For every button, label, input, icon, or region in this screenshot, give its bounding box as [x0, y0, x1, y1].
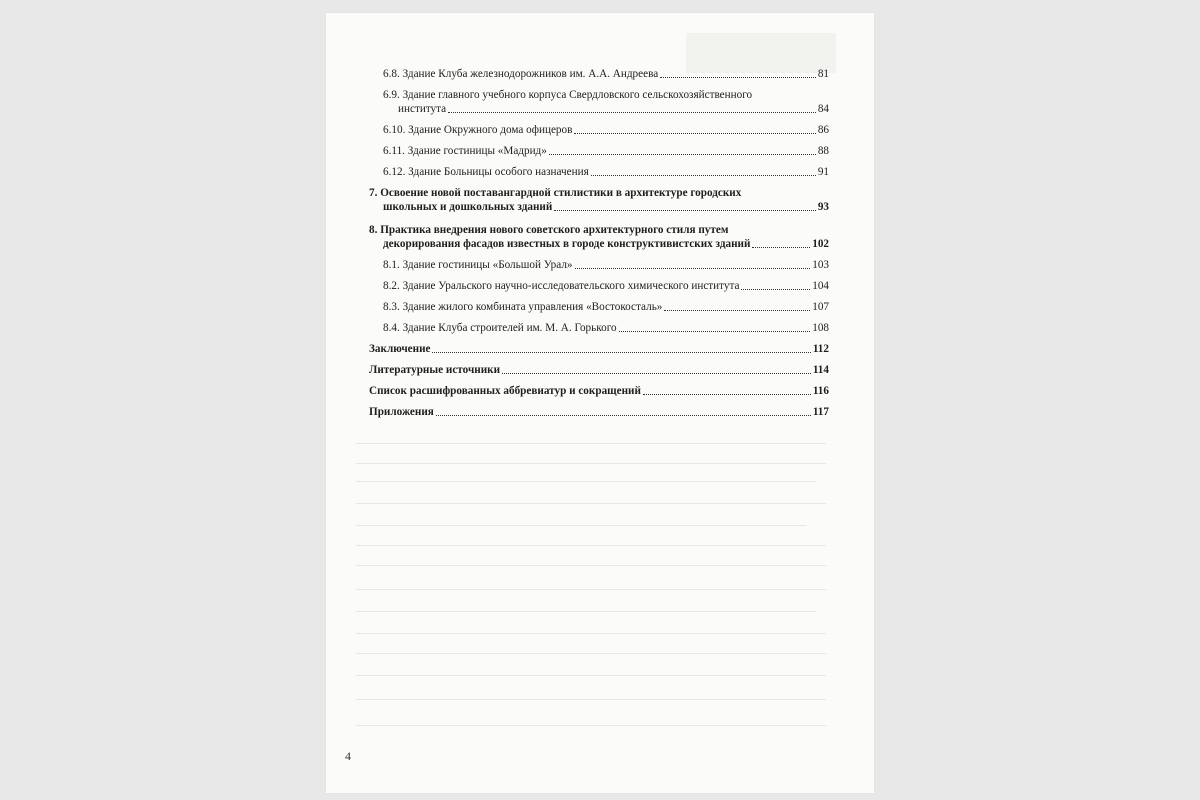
dot-leader: [619, 331, 811, 332]
toc-entry: [383, 165, 829, 179]
toc-entry-page: 116: [812, 385, 829, 397]
toc-entry-page: 86: [817, 124, 829, 136]
toc-entry-page: 108: [812, 322, 829, 334]
toc-entry-page: 112: [812, 343, 829, 355]
toc-entry: [383, 258, 829, 272]
toc-chapter-title-line1: 7. Освоение новой поставангардной стилистики в архитектуре городских: [369, 187, 742, 199]
toc-entry-page: 114: [812, 364, 829, 376]
dot-leader: [502, 373, 811, 374]
dot-leader: [575, 268, 811, 269]
dot-leader: [741, 289, 810, 290]
toc-entry-title: 6.10. Здание Окружного дома офицеров: [383, 124, 573, 136]
toc-entry: [383, 300, 829, 314]
toc-chapter-title-line1: 8. Практика внедрения нового советского архитектурного стиля путем: [369, 224, 729, 236]
toc-entry-page: 81: [817, 68, 829, 80]
toc-entry-page: 102: [812, 238, 829, 250]
toc-entry-title-line1: 6.9. Здание главного учебного корпуса Свердловского сельскохозяйственного: [383, 89, 753, 101]
dot-leader: [591, 175, 816, 176]
toc-entry-page: 107: [812, 301, 829, 313]
toc-entry-page: 84: [817, 103, 829, 115]
toc-entry-title: института: [398, 103, 447, 115]
toc-entry-page: 117: [812, 406, 829, 418]
toc-entry-title: 8.4. Здание Клуба строителей им. М. А. Горького: [383, 322, 617, 334]
toc-entry-title: Заключение: [369, 343, 431, 355]
dot-leader: [664, 310, 810, 311]
dot-leader: [554, 210, 816, 211]
toc-entry-page: 91: [817, 166, 829, 178]
page-number: 4: [345, 749, 351, 763]
toc-entry: [383, 321, 829, 335]
toc-chapter-entry: [383, 237, 829, 251]
dot-leader: [436, 415, 811, 416]
toc-entry-title: 6.12. Здание Больницы особого назначения: [383, 166, 589, 178]
toc-entry-title: 6.8. Здание Клуба железнодорожников им. А.А. Андреева: [383, 68, 659, 80]
toc-entry-page: 93: [817, 201, 829, 213]
toc-entry-title: 6.11. Здание гостиницы «Мадрид»: [383, 145, 547, 157]
toc-entry: [383, 144, 829, 158]
toc-entry-title: 8.3. Здание жилого комбината управления «Востокосталь»: [383, 301, 663, 313]
table-of-contents: [326, 13, 874, 793]
toc-entry-page: 103: [812, 259, 829, 271]
toc-entry: [383, 123, 829, 137]
toc-chapter-entry: [369, 405, 829, 419]
toc-entry-title: декорирования фасадов известных в городе конструктивистских зданий: [383, 238, 751, 250]
toc-entry-title: 8.2. Здание Уральского научно-исследовательского химического института: [383, 280, 740, 292]
toc-entry-title: школьных и дошкольных зданий: [383, 201, 553, 213]
dot-leader: [432, 352, 810, 353]
toc-entry: [398, 102, 829, 116]
toc-chapter-entry: [369, 384, 829, 398]
dot-leader: [574, 133, 815, 134]
toc-entry-title: Литературные источники: [369, 364, 501, 376]
toc-entry: [383, 67, 829, 81]
dot-leader: [549, 154, 816, 155]
dot-leader: [643, 394, 811, 395]
document-page: [326, 13, 874, 793]
toc-entry-title: Список расшифрованных аббревиатур и сокращений: [369, 385, 641, 397]
toc-chapter-entry: [383, 200, 829, 214]
toc-entry-page: 88: [817, 145, 829, 157]
dot-leader: [448, 112, 816, 113]
toc-entry: [383, 279, 829, 293]
dot-leader: [660, 77, 816, 78]
toc-entry-title: Приложения: [369, 406, 434, 418]
toc-chapter-entry: [369, 342, 829, 356]
toc-entry-title: 8.1. Здание гостиницы «Большой Урал»: [383, 259, 573, 271]
toc-chapter-entry: [369, 363, 829, 377]
toc-entry-page: 104: [812, 280, 829, 292]
dot-leader: [752, 247, 810, 248]
